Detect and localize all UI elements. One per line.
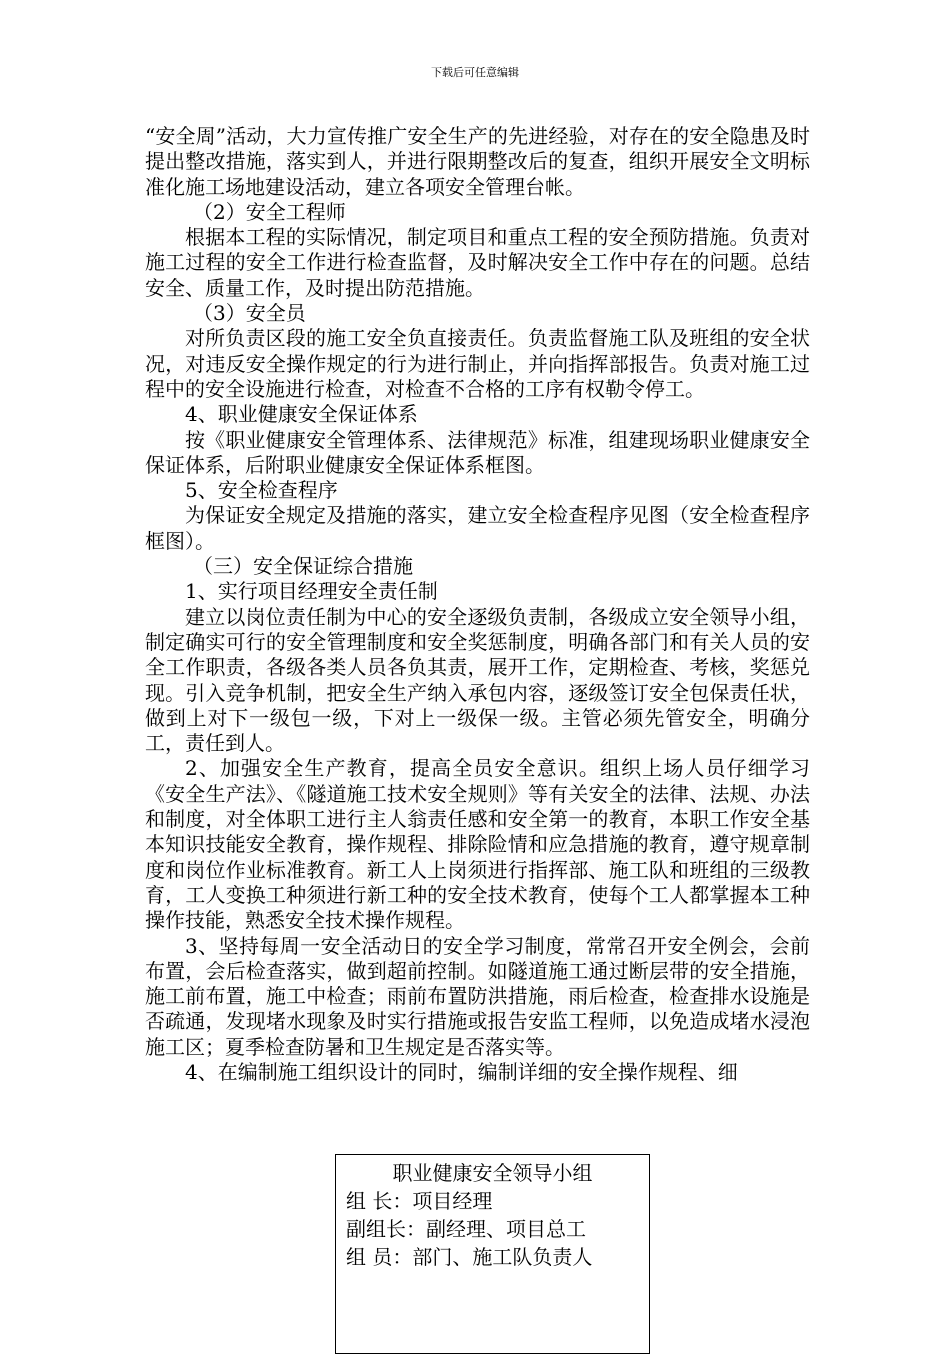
paragraph: 4、在编制施工组织设计的同时，编制详细的安全操作规程、细 bbox=[185, 1059, 738, 1084]
document-body bbox=[145, 124, 810, 1085]
section-heading: 1、实行项目经理安全责任制 bbox=[185, 579, 438, 604]
paragraph: 2、加强安全生产教育，提高全员安全意识。组织上场人员仔细学习《安全生产法》、《隧道施工技术安全规则》等有关安全的法律、法规、办法和制度，对全体职工进行主人翁责任感和安全第一的教育，本职工作安全基本知识技能安全教育，操作规程、排除险情和应急措施的教育，遵守规章制度和岗位作业标准教育。新工人上岗须进行指挥部、施工队和班组的三级教育，工人变换工种须进行新工种的安全技术教育，使每个工人都掌握本工种操作技能，熟悉安全技术操作规程。 bbox=[145, 756, 810, 933]
org-box-leader: 组 长：项目经理 bbox=[346, 1189, 493, 1213]
page-header: 下载后可任意编辑 bbox=[431, 66, 519, 79]
org-chart-box bbox=[335, 1154, 650, 1354]
section-heading: （3）安全员 bbox=[193, 301, 306, 326]
org-box-title: 职业健康安全领导小组 bbox=[392, 1161, 593, 1185]
section-heading: 4、职业健康安全保证体系 bbox=[185, 402, 418, 427]
section-heading: 5、安全检查程序 bbox=[185, 478, 338, 503]
section-heading: （2）安全工程师 bbox=[193, 199, 346, 224]
paragraph: 建立以岗位责任制为中心的安全逐级负责制，各级成立安全领导小组，制定确实可行的安全管理制度和安全奖惩制度，明确各部门和有关人员的安全工作职责，各级各类人员各负其责，展开工作，定期检查、考核，奖惩兑现。引入竞争机制，把安全生产纳入承包内容，逐级签订安全包保责任状，做到上对下一级包一级，下对上一级保一级。主管必须先管安全，明确分工，责任到人。 bbox=[145, 604, 810, 756]
org-box-deputy: 副组长：副经理、项目总工 bbox=[346, 1217, 586, 1241]
paragraph: 为保证安全规定及措施的落实，建立安全检查程序见图（安全检查程序框图）。 bbox=[145, 503, 810, 553]
section-heading: （三）安全保证综合措施 bbox=[193, 554, 413, 579]
paragraph: “安全周”活动，大力宣传推广安全生产的先进经验，对存在的安全隐患及时提出整改措施，落实到人，并进行限期整改后的复查，组织开展安全文明标准化施工场地建设活动，建立各项安全管理台帐。 bbox=[145, 124, 810, 199]
paragraph: 按《职业健康安全管理体系、法律规范》标准，组建现场职业健康安全保证体系，后附职业健康安全保证体系框图。 bbox=[145, 427, 810, 477]
paragraph: 根据本工程的实际情况，制定项目和重点工程的安全预防措施。负责对施工过程的安全工作进行检查监督，及时解决安全工作中存在的问题。总结安全、质量工作，及时提出防范措施。 bbox=[145, 225, 810, 300]
org-box-members: 组 员：部门、施工队负责人 bbox=[346, 1245, 593, 1269]
paragraph: 3、坚持每周一安全活动日的安全学习制度，常常召开安全例会，会前布置，会后检查落实，做到超前控制。如隧道施工通过断层带的安全措施，施工前布置，施工中检查；雨前布置防洪措施，雨后检查，检查排水设施是否疏通，发现堵水现象及时实行措施或报告安监工程师，以免造成堵水浸泡施工区；夏季检查防暑和卫生规定是否落实等。 bbox=[145, 933, 810, 1059]
paragraph: 对所负责区段的施工安全负直接责任。负责监督施工队及班组的安全状况，对违反安全操作规定的行为进行制止，并向指挥部报告。负责对施工过程中的安全设施进行检查，对检查不合格的工序有权勒令停工。 bbox=[145, 326, 810, 401]
